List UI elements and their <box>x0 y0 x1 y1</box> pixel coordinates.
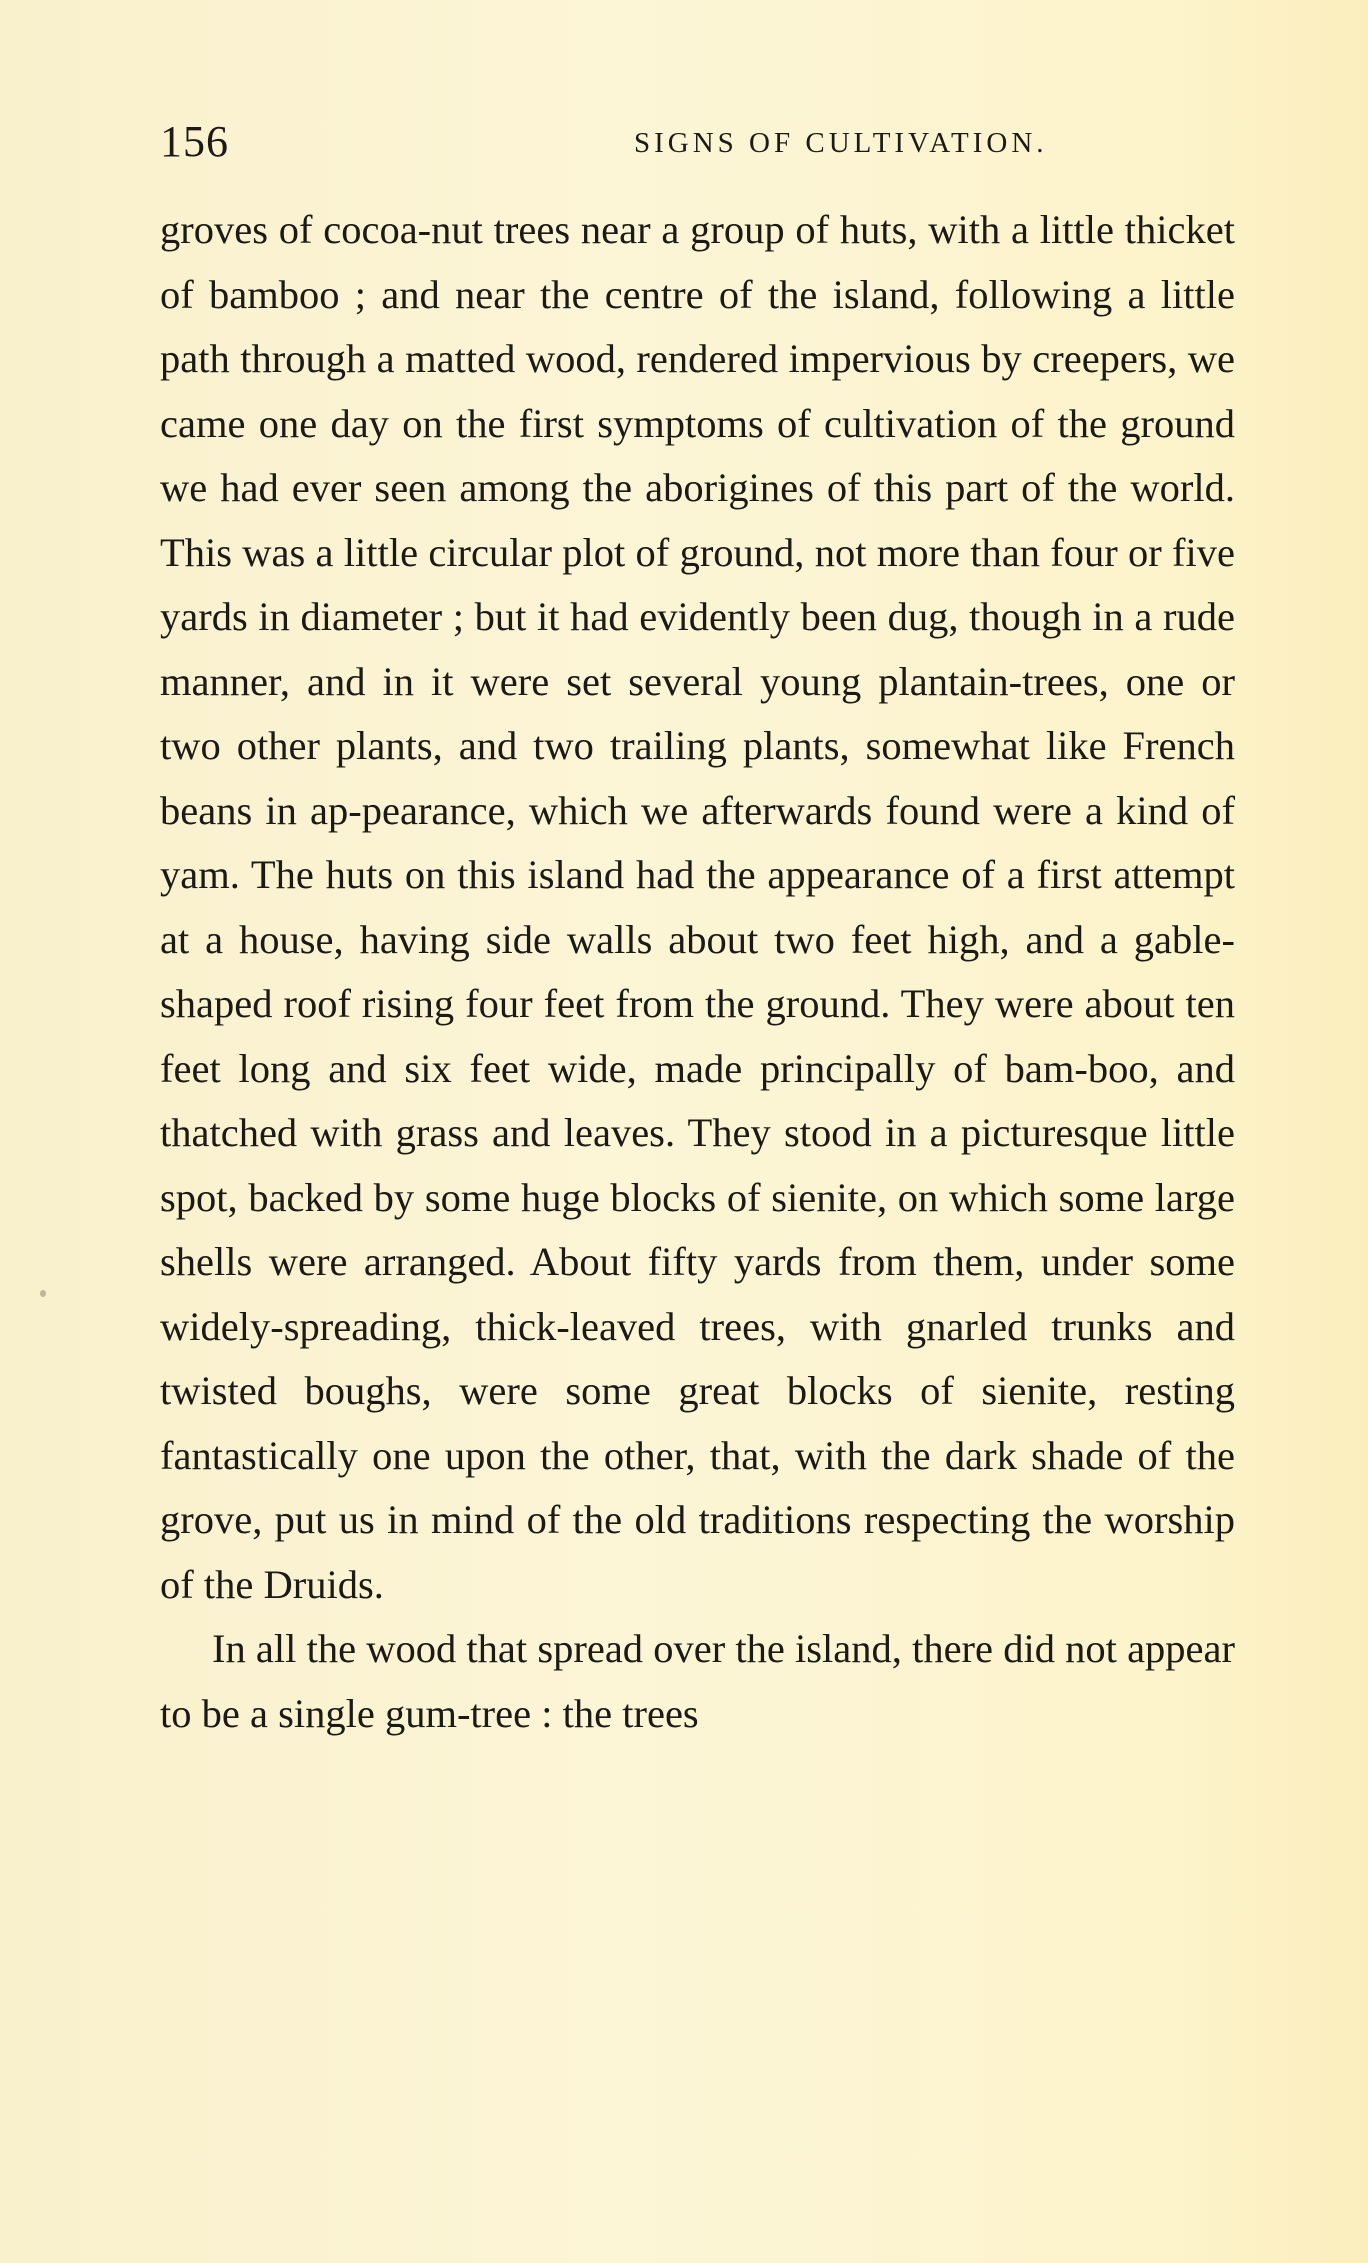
paragraph-1: groves of cocoa-nut trees near a group of huts, with a little thicket of bamboo ; and near the centre of the island, following a little path through a matted wood, rendered impervious by creepers, we came one day on the first symptoms of cultivation of the ground we had ever seen among the aborigines of this part of the world. This was a little circular plot of ground, not more than four or five yards in diameter ; but it had evidently been dug, though in a rude manner, and in it were set several young plantain-trees, one or two other plants, and two trailing plants, somewhat like French beans in ap-pearance, which we afterwards found were a kind of yam. The huts on this island had the appearance of a first attempt at a house, having side walls about two feet high, and a gable-shaped roof rising four feet from the ground. They were about ten feet long and six feet wide, made principally of bam-boo, and thatched with grass and leaves. They stood in a picturesque little spot, backed by some huge blocks of sienite, on which some large shells were arranged. About fifty yards from them, under some widely-spreading, thick-leaved trees, with gnarled trunks and twisted boughs, were some great blocks of sienite, resting fantastically one upon the other, that, with the dark shade of the grove, put us in mind of the old traditions respecting the worship of the Druids. <box>160 207 1235 1607</box>
page-header <box>160 112 1240 172</box>
running-head: SIGNS OF CULTIVATION. <box>634 127 1048 159</box>
paragraph-2: In all the wood that spread over the island, there did not appear to be a single gum-tree : the trees <box>160 1626 1235 1736</box>
ink-speck <box>40 1290 46 1297</box>
body-text <box>160 198 1235 1746</box>
page-number: 156 <box>160 117 229 166</box>
